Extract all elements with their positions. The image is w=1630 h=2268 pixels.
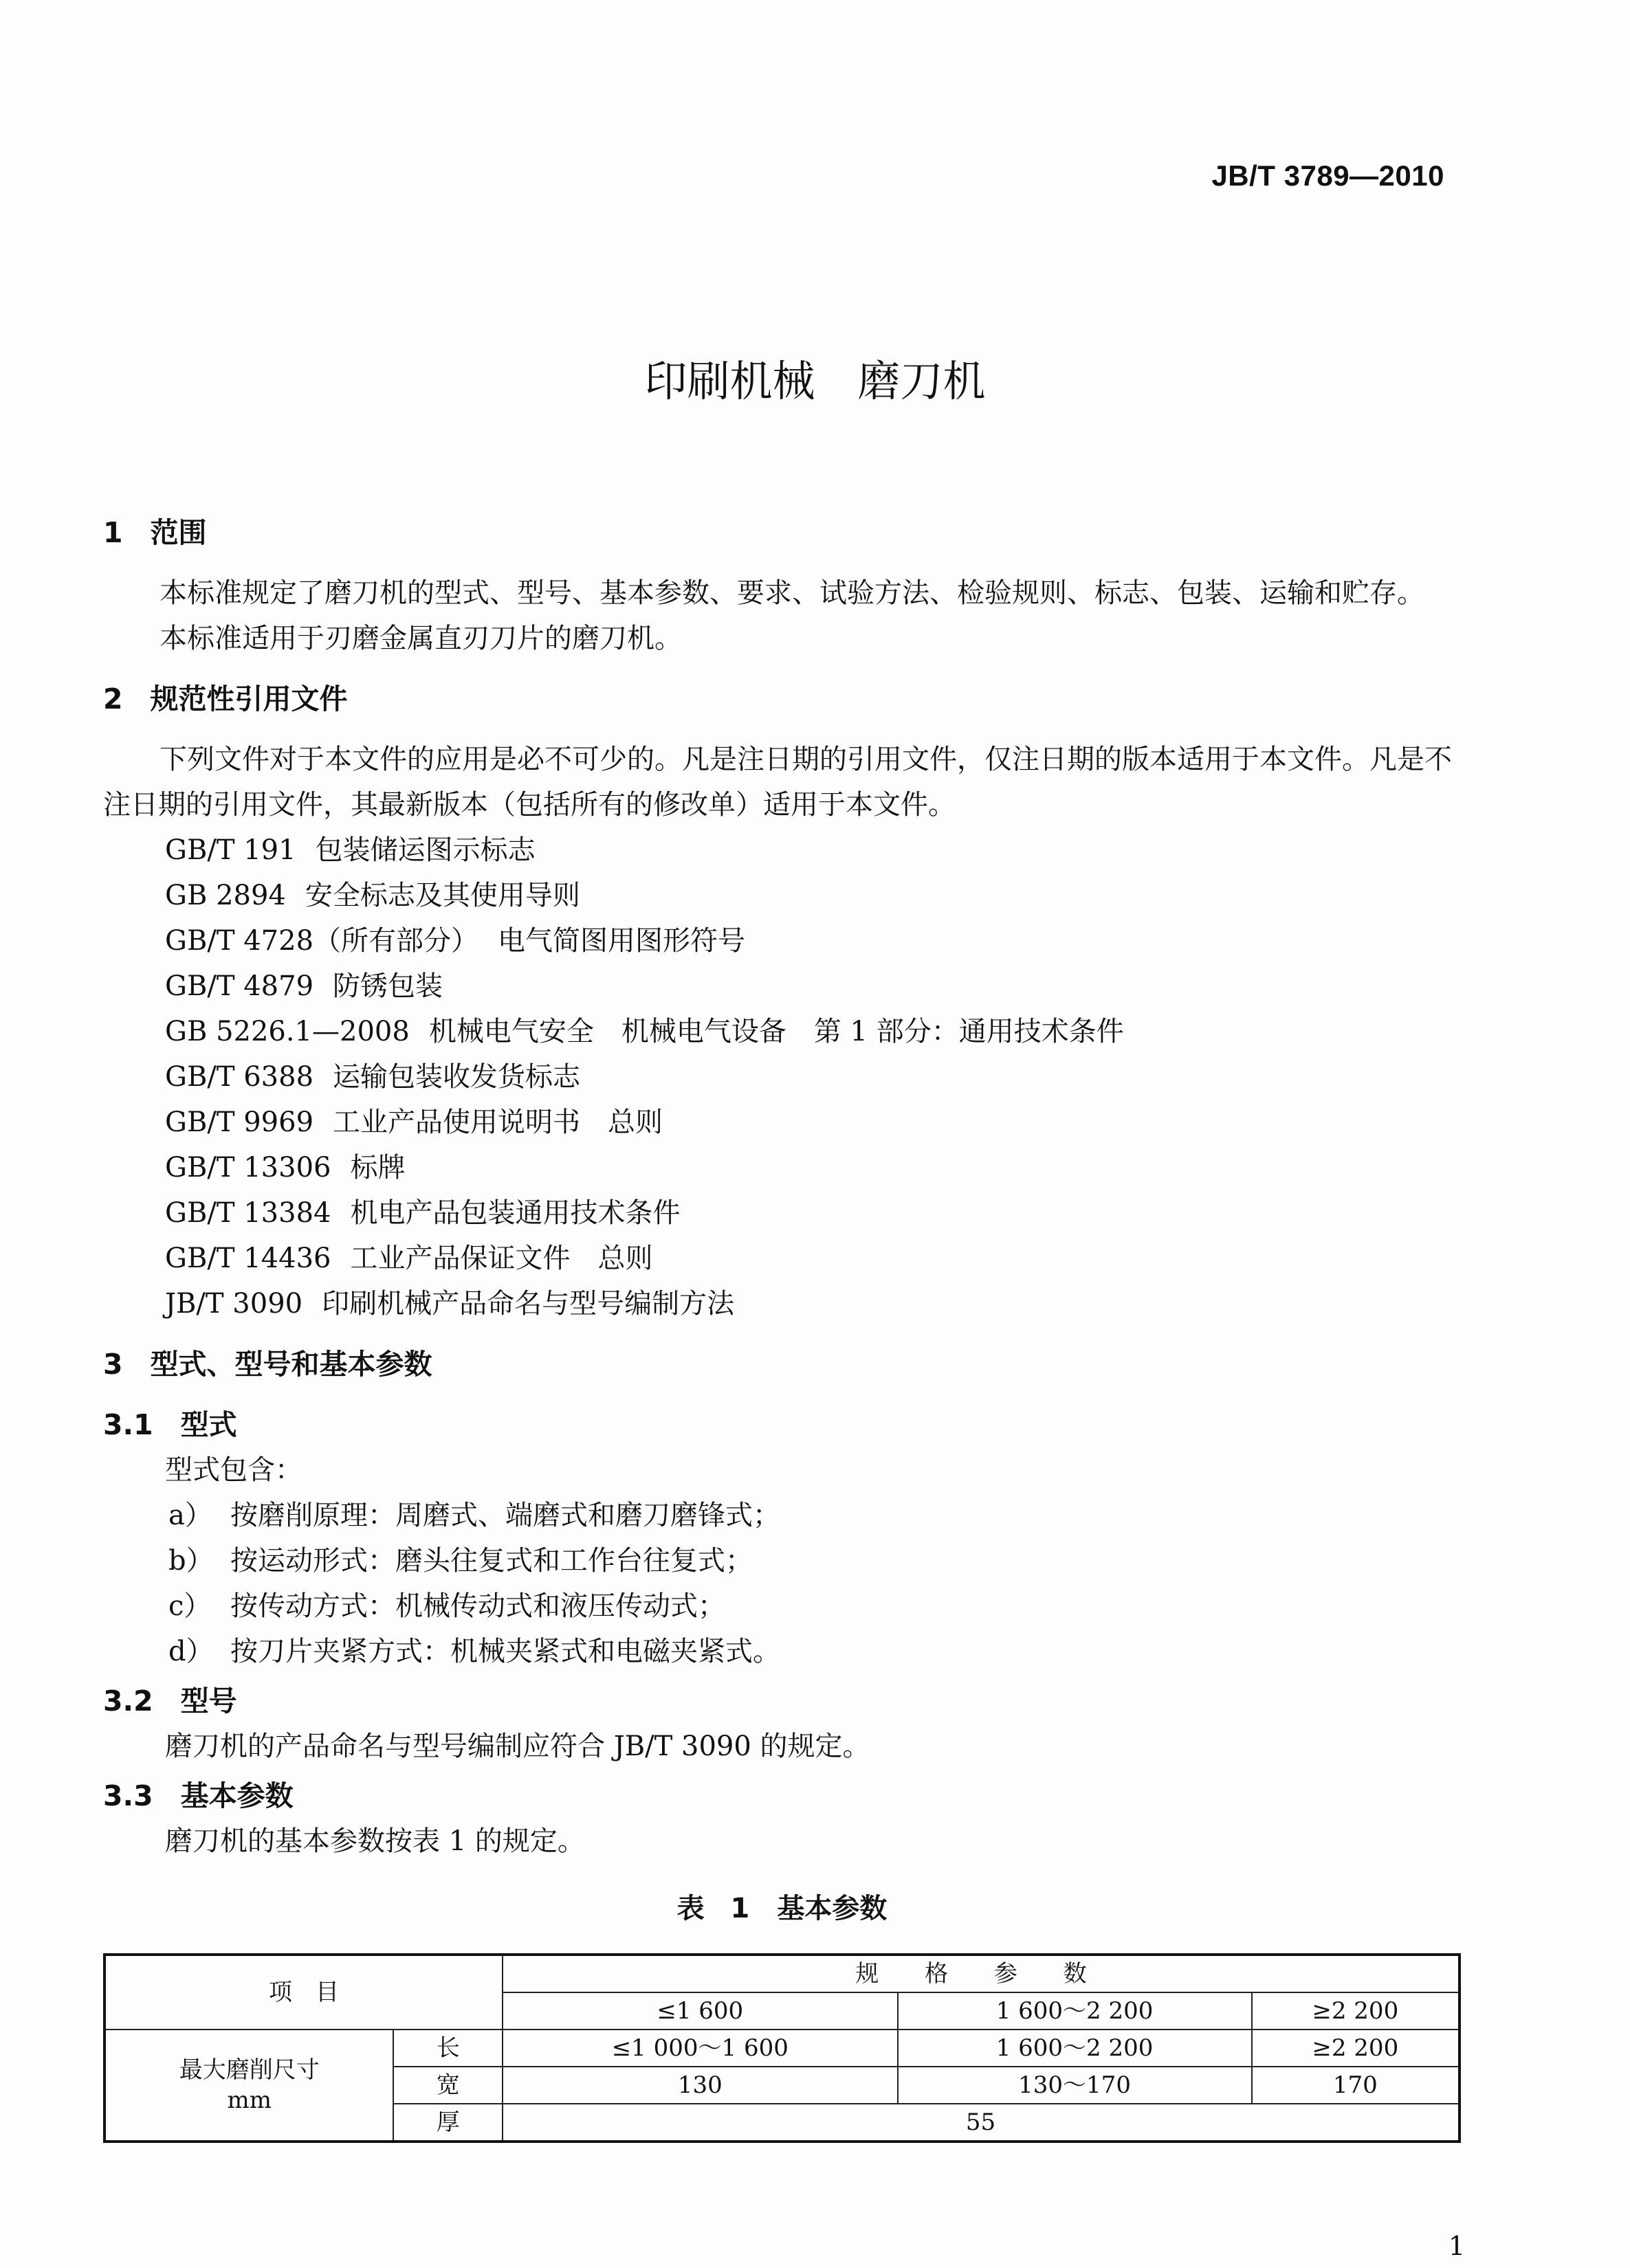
document-body bbox=[103, 495, 1461, 2143]
section-1-heading bbox=[103, 510, 1461, 555]
reference-name: 标牌 bbox=[350, 1152, 406, 1183]
type-list bbox=[103, 1493, 1461, 1674]
subsection-title: 基本参数 bbox=[180, 1779, 294, 1812]
reference-item bbox=[103, 1236, 1461, 1281]
reference-item bbox=[103, 827, 1461, 873]
section-3-1-lead: 型式包含： bbox=[165, 1454, 302, 1486]
row-group-unit: mm bbox=[227, 2087, 272, 2114]
table-header-row bbox=[104, 1955, 1460, 1992]
spec-column-header: 1 600～2 200 bbox=[898, 1992, 1252, 2030]
section-title: 型式、型号和基本参数 bbox=[150, 1348, 432, 1381]
reference-code: GB/T 9969 bbox=[165, 1107, 314, 1138]
list-text: 按刀片夹紧方式：机械夹紧式和电磁夹紧式。 bbox=[230, 1636, 780, 1667]
table-cell: 130～170 bbox=[898, 2067, 1252, 2104]
list-item bbox=[103, 1629, 1461, 1674]
section-title: 范围 bbox=[150, 516, 207, 549]
list-label: a） bbox=[168, 1500, 212, 1531]
reference-code: GB 5226.1—2008 bbox=[165, 1016, 410, 1047]
reference-code: GB/T 191 bbox=[165, 834, 296, 866]
section-3-heading bbox=[103, 1342, 1461, 1387]
spec-header-cell bbox=[503, 1955, 1460, 1992]
reference-item bbox=[103, 918, 1461, 964]
table-cell: 170 bbox=[1252, 2067, 1460, 2104]
row-label-cell: 宽 bbox=[393, 2067, 503, 2104]
reference-code: GB/T 4879 bbox=[165, 970, 314, 1002]
reference-name: 工业产品使用说明书 总则 bbox=[333, 1107, 663, 1138]
section-3-2-heading bbox=[103, 1678, 1461, 1724]
table-cell: ≥2 200 bbox=[1252, 2030, 1460, 2067]
subsection-title: 型式 bbox=[180, 1408, 237, 1441]
document-title: 印刷机械 磨刀机 bbox=[644, 356, 986, 406]
reference-name: 工业产品保证文件 总则 bbox=[350, 1243, 653, 1274]
list-item bbox=[103, 1493, 1461, 1538]
reference-item bbox=[103, 1009, 1461, 1054]
table-row bbox=[104, 2030, 1460, 2067]
list-label: b） bbox=[168, 1545, 214, 1577]
section-1-paragraph-2: 本标准适用于刃磨金属直刃刀片的磨刀机。 bbox=[159, 623, 682, 654]
section-1-paragraph-1: 本标准规定了磨刀机的型式、型号、基本参数、要求、试验方法、检验规则、标志、包装、运输和贮存。 bbox=[159, 577, 1424, 609]
list-text: 按传动方式：机械传动式和液压传动式； bbox=[230, 1590, 725, 1622]
row-group-label-cell bbox=[104, 2030, 393, 2142]
table-cell: 1 600～2 200 bbox=[898, 2030, 1252, 2067]
section-3-2-text: 磨刀机的产品命名与型号编制应符合 JB/T 3090 的规定。 bbox=[165, 1731, 870, 1762]
list-item bbox=[103, 1583, 1461, 1629]
spec-column-header: ≤1 600 bbox=[503, 1992, 898, 2030]
section-3-3-heading bbox=[103, 1773, 1461, 1819]
reference-item bbox=[103, 873, 1461, 918]
reference-name: 运输包装收发货标志 bbox=[333, 1061, 581, 1093]
reference-item bbox=[103, 1100, 1461, 1145]
reference-code: GB/T 13384 bbox=[165, 1197, 331, 1229]
reference-code: GB/T 6388 bbox=[165, 1061, 314, 1093]
section-2-intro: 下列文件对于本文件的应用是必不可少的。凡是注日期的引用文件，仅注日期的版本适用于本文件。凡是不注日期的引用文件，其最新版本（包括所有的修改单）适用于本文件。 bbox=[103, 744, 1452, 821]
standard-code: JB/T 3789—2010 bbox=[1211, 159, 1444, 192]
subsection-number: 3.2 bbox=[103, 1685, 153, 1717]
reference-code: GB/T 13306 bbox=[165, 1152, 331, 1183]
row-label-cell: 厚 bbox=[393, 2104, 503, 2142]
reference-name: 机械电气安全 机械电气设备 第 1 部分：通用技术条件 bbox=[428, 1016, 1124, 1047]
table-caption: 表 1 基本参数 bbox=[676, 1893, 888, 1924]
reference-name: 印刷机械产品命名与型号编制方法 bbox=[322, 1288, 735, 1320]
list-item bbox=[103, 1538, 1461, 1583]
list-label: c） bbox=[168, 1590, 212, 1622]
item-header-cell: 项 目 bbox=[104, 1955, 503, 2030]
row-group-label: 最大磨削尺寸 bbox=[179, 2056, 320, 2084]
section-number: 2 bbox=[103, 682, 123, 715]
table-cell-merged: 55 bbox=[503, 2104, 1460, 2142]
reference-code: GB 2894 bbox=[165, 880, 286, 911]
row-label-cell: 长 bbox=[393, 2030, 503, 2067]
subsection-title: 型号 bbox=[180, 1685, 237, 1717]
section-number: 3 bbox=[103, 1348, 123, 1381]
spec-header-text: 规 格 参 数 bbox=[855, 1960, 1106, 1988]
list-label: d） bbox=[168, 1636, 214, 1667]
basic-parameters-table bbox=[103, 1953, 1461, 2143]
section-2-heading bbox=[103, 676, 1461, 722]
reference-name: 包装储运图示标志 bbox=[315, 834, 536, 866]
reference-code: JB/T 3090 bbox=[165, 1288, 303, 1320]
reference-name: 防锈包装 bbox=[333, 970, 443, 1002]
reference-item bbox=[103, 1054, 1461, 1100]
reference-item bbox=[103, 1190, 1461, 1236]
reference-name: 安全标志及其使用导则 bbox=[305, 880, 580, 911]
subsection-number: 3.1 bbox=[103, 1408, 153, 1441]
list-text: 按磨削原理：周磨式、端磨式和磨刀磨锋式； bbox=[230, 1500, 780, 1531]
reference-list bbox=[103, 827, 1461, 1326]
reference-name: 机电产品包装通用技术条件 bbox=[350, 1197, 681, 1229]
reference-item bbox=[103, 1145, 1461, 1190]
reference-item bbox=[103, 964, 1461, 1009]
reference-code: GB/T 14436 bbox=[165, 1243, 331, 1274]
spec-column-header: ≥2 200 bbox=[1252, 1992, 1460, 2030]
reference-code: GB/T 4728（所有部分） bbox=[165, 925, 479, 957]
table-cell: ≤1 000～1 600 bbox=[503, 2030, 898, 2067]
section-number: 1 bbox=[103, 516, 123, 549]
reference-item bbox=[103, 1281, 1461, 1326]
page-number: 1 bbox=[1448, 2231, 1465, 2261]
section-3-3-text: 磨刀机的基本参数按表 1 的规定。 bbox=[165, 1825, 585, 1857]
reference-name: 电气简图用图形符号 bbox=[498, 925, 746, 957]
list-text: 按运动形式：磨头往复式和工作台往复式； bbox=[230, 1545, 753, 1577]
section-3-1-heading bbox=[103, 1402, 1461, 1447]
subsection-number: 3.3 bbox=[103, 1779, 153, 1812]
section-title: 规范性引用文件 bbox=[150, 682, 348, 715]
table-cell: 130 bbox=[503, 2067, 898, 2104]
